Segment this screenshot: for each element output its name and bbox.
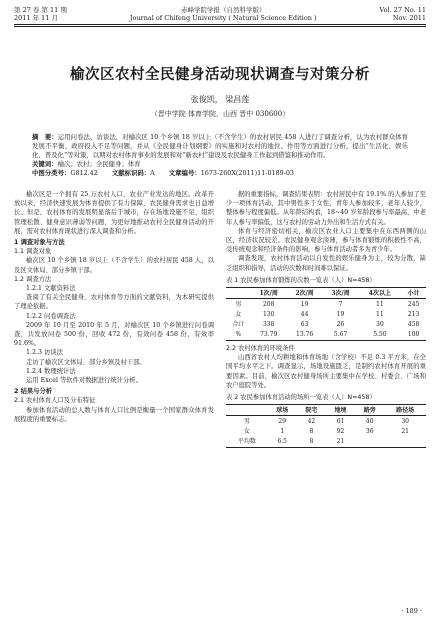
running-head: [14, 0, 426, 22]
table-cell: 5.50: [373, 331, 387, 339]
table-row: [226, 330, 426, 341]
table-cell: [355, 437, 384, 448]
header-rule: [14, 24, 426, 25]
table-header-cell: 路径场: [396, 406, 415, 414]
table-cell: 40: [365, 417, 374, 425]
table-cell: 63: [300, 321, 309, 329]
table-cell: 7: [338, 300, 343, 308]
table-cell: 213: [407, 310, 420, 318]
table-cell: 21: [336, 438, 345, 446]
table-cell: 男: [243, 417, 250, 425]
subsubsection-heading: 1.2.4 数理统计法: [26, 367, 76, 375]
table-row: [226, 309, 426, 319]
classification-row: 中图分类号：G812.42 文献标识码：A 文章编号：1673-260X(2011)11-0189-03: [32, 169, 295, 177]
table-header-cell: 4次以上: [368, 289, 391, 297]
subsubsection-heading: 1.2.3 访谈法: [26, 349, 63, 357]
table-header-cell: 小计: [407, 289, 420, 297]
table-cell: 女: [235, 310, 242, 318]
table-cell: 8: [309, 428, 314, 436]
header-rule-thin: [14, 26, 426, 27]
volume-info: Vol. 27 No. 11 Nov. 2011: [379, 6, 426, 22]
table1-caption: 表 1 农民参加体育锻炼的次数一览表（人）N=458）: [226, 276, 376, 284]
paragraph: 山西省农村人均耕地和体育场地（含学校）不足 0.3 平方米，在全国平均水平之下。调查显示，场地设施匮乏，是制约农村体育开展的重要因素。目前，榆次区农村健身场所主要集中在学校、村委会、广场和农户庭院等处。: [226, 354, 426, 389]
table-cell: 44: [300, 310, 309, 318]
table-header-cell: 院宅: [305, 406, 318, 414]
subsection-heading: 1.1 调查对象: [14, 248, 52, 256]
article-title: 榆次区农村全民健身活动现状调查与对策分析: [70, 66, 370, 83]
table-header-row: [226, 288, 426, 299]
table-cell: 100: [407, 331, 420, 339]
table-cell: 11: [376, 300, 384, 308]
journal-name: 赤峰学院学报（自然科学版） Journal of Chifeng University ( Natural Science Edition ): [129, 6, 317, 22]
table-cell: 女: [243, 428, 250, 436]
table-cell: 29: [278, 417, 287, 425]
table-header-cell: 1次/周: [259, 289, 278, 297]
table-header-cell: 球场: [276, 406, 289, 414]
right-column: [226, 190, 426, 448]
table-header-cell: [226, 405, 268, 416]
abstract-label: 摘 要：: [32, 133, 58, 141]
table2-caption: 表 2 农民参加体育活动的场所一览表（人）N=458）: [226, 394, 376, 402]
table-row: [226, 427, 426, 437]
intro-paragraph: 榆次区是一个拥有 25 万农村人口、农业产业发达的地区。改革开放以来，经济快速发展为体育提供了有力保障，农民健身需求也日益增长。但是，农村体育的发展明显落后于城市，存在场地设施不足、组织管理松散、健身意识薄弱等问题，为更好地推动农村全民健身活动的开展，需对农村体育现状进行深入调查和分析。: [14, 191, 214, 235]
table1-exercise-frequency: [226, 287, 426, 341]
table-header-cell: 3次/周: [331, 289, 350, 297]
table-cell: 338: [262, 321, 275, 329]
table-cell: 36: [365, 428, 374, 436]
table-cell: 130: [262, 310, 275, 318]
paragraph: 体育与经济密切相关，榆次区农业人口主要集中在东西两侧的山区，经济状况较差。农民健身观念淡薄，参与体育锻炼的积极性不高，受传统观念和经济条件的影响，参与体育活动者多为青少年。: [226, 227, 426, 254]
table-header-row: [226, 405, 426, 416]
section-heading: 1 调查对象与方法: [14, 239, 65, 247]
paragraph: 2009 年 10 月至 2010 年 5 月，对榆次区 10 个乡镇进行问卷调查，共发放问卷 500 份，回收 472 份，有效问卷 458 份，有效率 91.6%。: [14, 321, 214, 348]
table-row: [226, 416, 426, 427]
left-column: [14, 190, 214, 448]
issue-info: 第 27 卷 第 11 期 2011 年 11 月: [14, 6, 67, 22]
table-cell: 6.5: [277, 438, 287, 446]
table-cell: 19: [300, 300, 309, 308]
table-header-cell: 路旁: [363, 406, 376, 414]
table-cell: 合计: [232, 321, 245, 329]
table-cell: 19: [336, 310, 345, 318]
table-cell: 1: [280, 428, 285, 436]
table-cell: 208: [262, 300, 275, 308]
table-row: [226, 437, 426, 448]
paragraph: 榆次区 10 个乡镇 18 岁以上（不含学生）的农村居民 458 人，以及区文体局、部分乡镇干部。: [14, 257, 214, 274]
section-heading: 2 结果与分析: [14, 388, 53, 396]
table-row: [226, 299, 426, 310]
paragraph: 调查发现，农村体育活动以自发性的娱乐健身为主，较为分散，缺乏组织和指导，活动的次数和时间难以保证。: [226, 255, 426, 272]
page-number: · 189 ·: [401, 607, 422, 615]
table-header-cell: 地埂: [334, 406, 347, 414]
abstract-text: 运用问卷法、访谈法，对榆次区 10 个乡镇 18 岁以上（不含学生）的农村居民 458 人进行了调查分析，认为农村群众体育发展不平衡、政府投入不足等问题，并从《全民健身计划纲要》的实施和对农村的地位、作用等方面进行分析，提出“生活化、娱乐化、普及化”等对策，以期对农村体育事业的发展和对“新农村”建设及农民健身工作起到借鉴和推动作用。: [32, 133, 408, 159]
subsubsection-heading: 1.2.1 文献资料法: [26, 285, 76, 293]
table-cell: 245: [407, 300, 420, 308]
table-cell: %: [235, 331, 242, 339]
table-cell: 平均数: [237, 438, 256, 446]
body-columns: [14, 190, 426, 448]
table-cell: 5.67: [333, 331, 348, 339]
table-header-cell: 2次/周: [295, 289, 314, 297]
paragraph: 走访了榆次区文体局、部分乡镇及村干部。: [26, 358, 146, 366]
authors: 张俊凯， 梁昌莲: [190, 95, 250, 104]
table-cell: 42: [307, 417, 316, 425]
paragraph: 查阅了有关全民健身、农村体育等方面的文献资料，为本研究提供了理论依据。: [14, 294, 214, 311]
table-cell: 30: [376, 321, 384, 329]
paragraph: 参加体育活动的总人数与体育人口比例是衡量一个国家群众体育发展程度的重要标志。: [14, 406, 214, 423]
table-cell: 21: [401, 428, 409, 436]
table-cell: 26: [336, 321, 345, 329]
table-cell: [384, 437, 426, 448]
table-row: [226, 320, 426, 330]
table-cell: 73.79: [260, 331, 278, 339]
table-cell: 458: [407, 321, 420, 329]
table-cell: 30: [401, 417, 409, 425]
affiliation: （晋中学院 体育学院，山西 晋中 030600）: [150, 110, 290, 118]
table-header-cell: [226, 288, 251, 299]
subsection-heading: 1.2 调查方法: [14, 275, 52, 283]
table-cell: 8: [309, 438, 314, 446]
paragraph: 据的重要指标，调查结果表明：农村居民中有 19.1% 的人参加了至少一项体育活动，其中男性多于女性，青年人参加较多，老年人较少，整体参与程度偏低。从年龄结构看，18~40 岁年龄段参与率最高，中老年人参与率偏低，这与农村的劳动力外出和生活方式有关。: [226, 191, 426, 226]
table-cell: 61: [336, 417, 345, 425]
paragraph: 运用 Excel 等软件对数据进行统计分析。: [26, 377, 142, 385]
subsubsection-heading: 1.2.2 问卷调查法: [26, 312, 76, 320]
table-cell: 男: [235, 300, 242, 308]
abstract: [14, 133, 426, 160]
table2-exercise-venues: [226, 404, 426, 448]
table-cell: 92: [336, 428, 345, 436]
subsection-heading: 2.2 农村体育的环境条件: [226, 345, 295, 353]
keywords: 关键词：榆次；农村；全民健身；体育: [32, 160, 141, 168]
table-cell: 11: [376, 310, 384, 318]
table-cell: 13.76: [296, 331, 314, 339]
subsection-heading: 2.1 农村体育人口及分布特征: [14, 397, 96, 405]
